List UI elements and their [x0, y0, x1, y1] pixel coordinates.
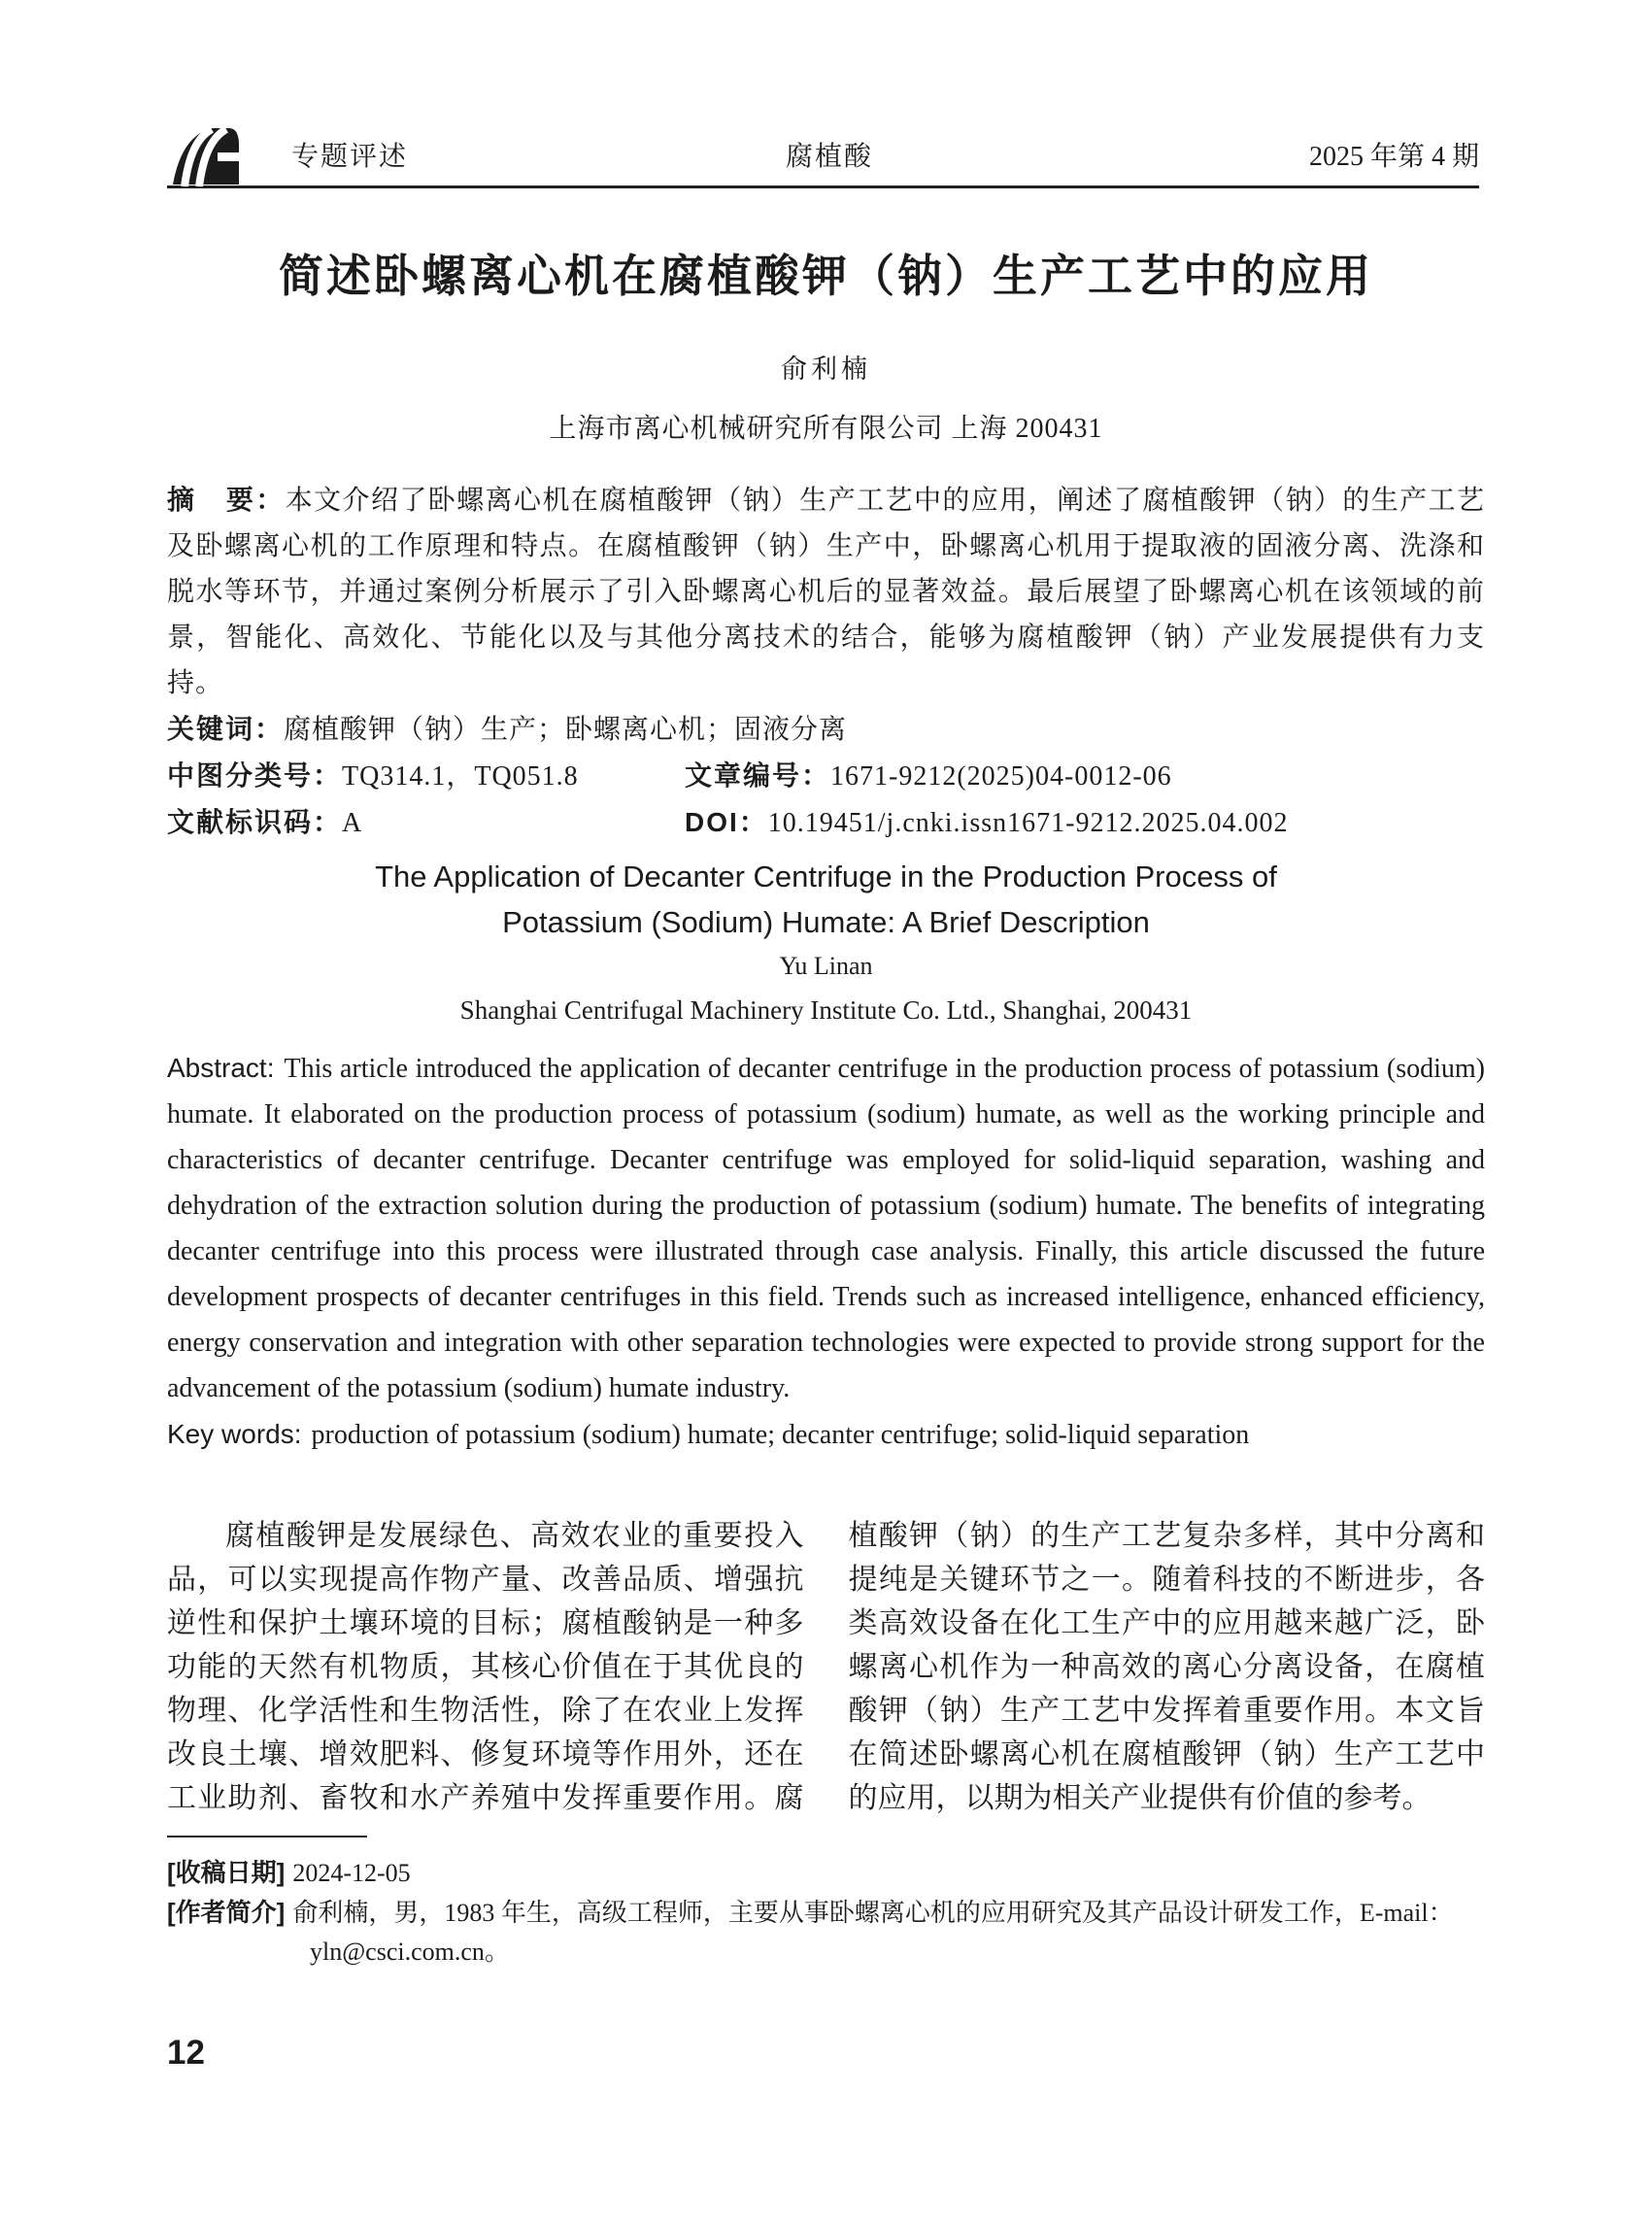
author-bio-label: [作者简介]: [167, 1898, 286, 1927]
article-title-en-line1: The Application of Decanter Centrifuge in the Production Process of: [375, 860, 1277, 893]
abstract-cn-text: 本文介绍了卧螺离心机在腐植酸钾（钠）生产工艺中的应用，阐述了腐植酸钾（钠）的生产工艺及卧螺离心机的工作原理和特点。在腐植酸钾（钠）生产中，卧螺离心机用于提取液的固液分离、洗涤和脱水等环节，并通过案例分析展示了引入卧螺离心机后的显著效益。最后展望了卧螺离心机在该领域的前景，智能化、高效化、节能化以及与其他分离技术的结合，能够为腐植酸钾（钠）产业发展提供有力支持。: [167, 486, 1485, 698]
article-title-cn: 简述卧螺离心机在腐植酸钾（钠）生产工艺中的应用: [279, 251, 1373, 301]
doi-value: 10.19451/j.cnki.issn1671-9212.2025.04.002: [767, 808, 1289, 838]
author-bio-email: yln@csci.com.cn。: [310, 1938, 510, 1966]
article-number-label: 文章编号：: [685, 760, 831, 791]
keywords-en-label: Key words:: [167, 1419, 302, 1449]
received-date-line: [167, 1853, 1485, 1893]
page-number: 12: [167, 2034, 205, 2072]
author-name-cn: 俞利楠: [781, 354, 871, 384]
keywords-cn-line: [167, 706, 1485, 753]
header-section-label: 专题评述: [291, 142, 409, 172]
abstract-en-section: [167, 1045, 1485, 1458]
abstract-cn-label: 摘 要：: [167, 485, 286, 515]
clc-number: [167, 753, 685, 799]
header-issue-label: 2025 年第 4 期: [1308, 142, 1479, 172]
received-date-label: [收稿日期]: [167, 1858, 286, 1887]
abstract-en-paragraph: [167, 1045, 1485, 1411]
article-title-en: [0, 854, 1652, 945]
clc-value: TQ314.1，TQ051.8: [342, 761, 579, 792]
header-journal-name: 腐植酸: [785, 142, 873, 172]
keywords-en-text: production of potassium (sodium) humate; decanter centrifuge; solid-liquid separation: [311, 1420, 1250, 1450]
keywords-cn-text: 腐植酸钾（钠）生产；卧螺离心机；固液分离: [284, 715, 848, 745]
doi: [685, 799, 1485, 846]
clc-label: 中图分类号：: [167, 760, 343, 791]
footnote-section: [167, 1853, 1485, 1972]
document-code-label: 文献标识码：: [167, 807, 343, 837]
author-bio-line: [167, 1893, 1485, 1933]
author-bio-text: 俞利楠，男，1983 年生，高级工程师，主要从事卧螺离心机的应用研究及其产品设计研发工作，E-mail：: [292, 1899, 1454, 1927]
doi-label: DOI：: [685, 807, 768, 837]
abstract-en-label: Abstract:: [167, 1053, 275, 1083]
affiliation-cn: 上海市离心机械研究所有限公司 上海 200431: [549, 414, 1103, 444]
article-title-en-line2: Potassium (Sodium) Humate: A Brief Description: [502, 905, 1150, 939]
abstract-cn-paragraph: [167, 477, 1485, 706]
body-paragraph: 腐植酸钾是发展绿色、高效农业的重要投入品，可以实现提高作物产量、改善品质、增强抗逆性和保护土壤环境的目标；腐植酸钠是一种多功能的天然有机物质，其核心价值在于其优良的物理、化学活性和生物活性，除了在农业上发挥改良土壤、增效肥料、修复环境等作用外，还在工业助剂、畜牧和水产养殖中发挥重要作用。腐植酸钾（钠）的生产工艺复杂多样，其中分离和提纯是关键环节之一。随着科技的不断进步，各类高效设备在化工生产中的应用越来越广泛，卧螺离心机作为一种高效的离心分离设备，在腐植酸钾（钠）生产工艺中发挥着重要作用。本文旨在简述卧螺离心机在腐植酸钾（钠）生产工艺中的应用，以期为相关产业提供有价值的参考。: [167, 1520, 1485, 1814]
page-header: [167, 126, 1479, 188]
abstract-cn-section: [167, 477, 1485, 846]
document-code: [167, 799, 685, 846]
journal-logo-icon: [167, 126, 241, 186]
affiliation-en: Shanghai Centrifugal Machinery Institute Co. Ltd., Shanghai, 200431: [459, 995, 1193, 1025]
body-text-columns: [167, 1514, 1485, 1820]
meta-row-1: [167, 753, 1485, 799]
article-number: [685, 753, 1485, 799]
keywords-en-line: [167, 1411, 1485, 1458]
meta-row-2: [167, 799, 1485, 846]
footnote-divider: [167, 1836, 367, 1837]
received-date-value: 2024-12-05: [292, 1859, 411, 1887]
document-code-value: A: [342, 808, 363, 838]
keywords-cn-label: 关键词：: [167, 714, 285, 744]
abstract-en-text: This article introduced the application of decanter centrifuge in the production process of potassium (sodium) humate. It elaborated on the production process of potassium (sodium) humate, as well as the working principle and characteristics of decanter centrifuge. Decanter centrifuge was employed for solid-liquid separation, washing and dehydration of the extraction solution during the production of potassium (sodium) humate. The benefits of integrating decanter centrifuge into this process were illustrated through case analysis. Finally, this article discussed the future development prospects of decanter centrifuges in this field. Trends such as increased intelligence, enhanced efficiency, energy conservation and integration with other separation technologies were expected to provide strong support for the advancement of the potassium (sodium) humate industry.: [167, 1054, 1485, 1403]
article-number-value: 1671-9212(2025)04-0012-06: [830, 761, 1172, 792]
author-name-en: Yu Linan: [779, 952, 873, 980]
